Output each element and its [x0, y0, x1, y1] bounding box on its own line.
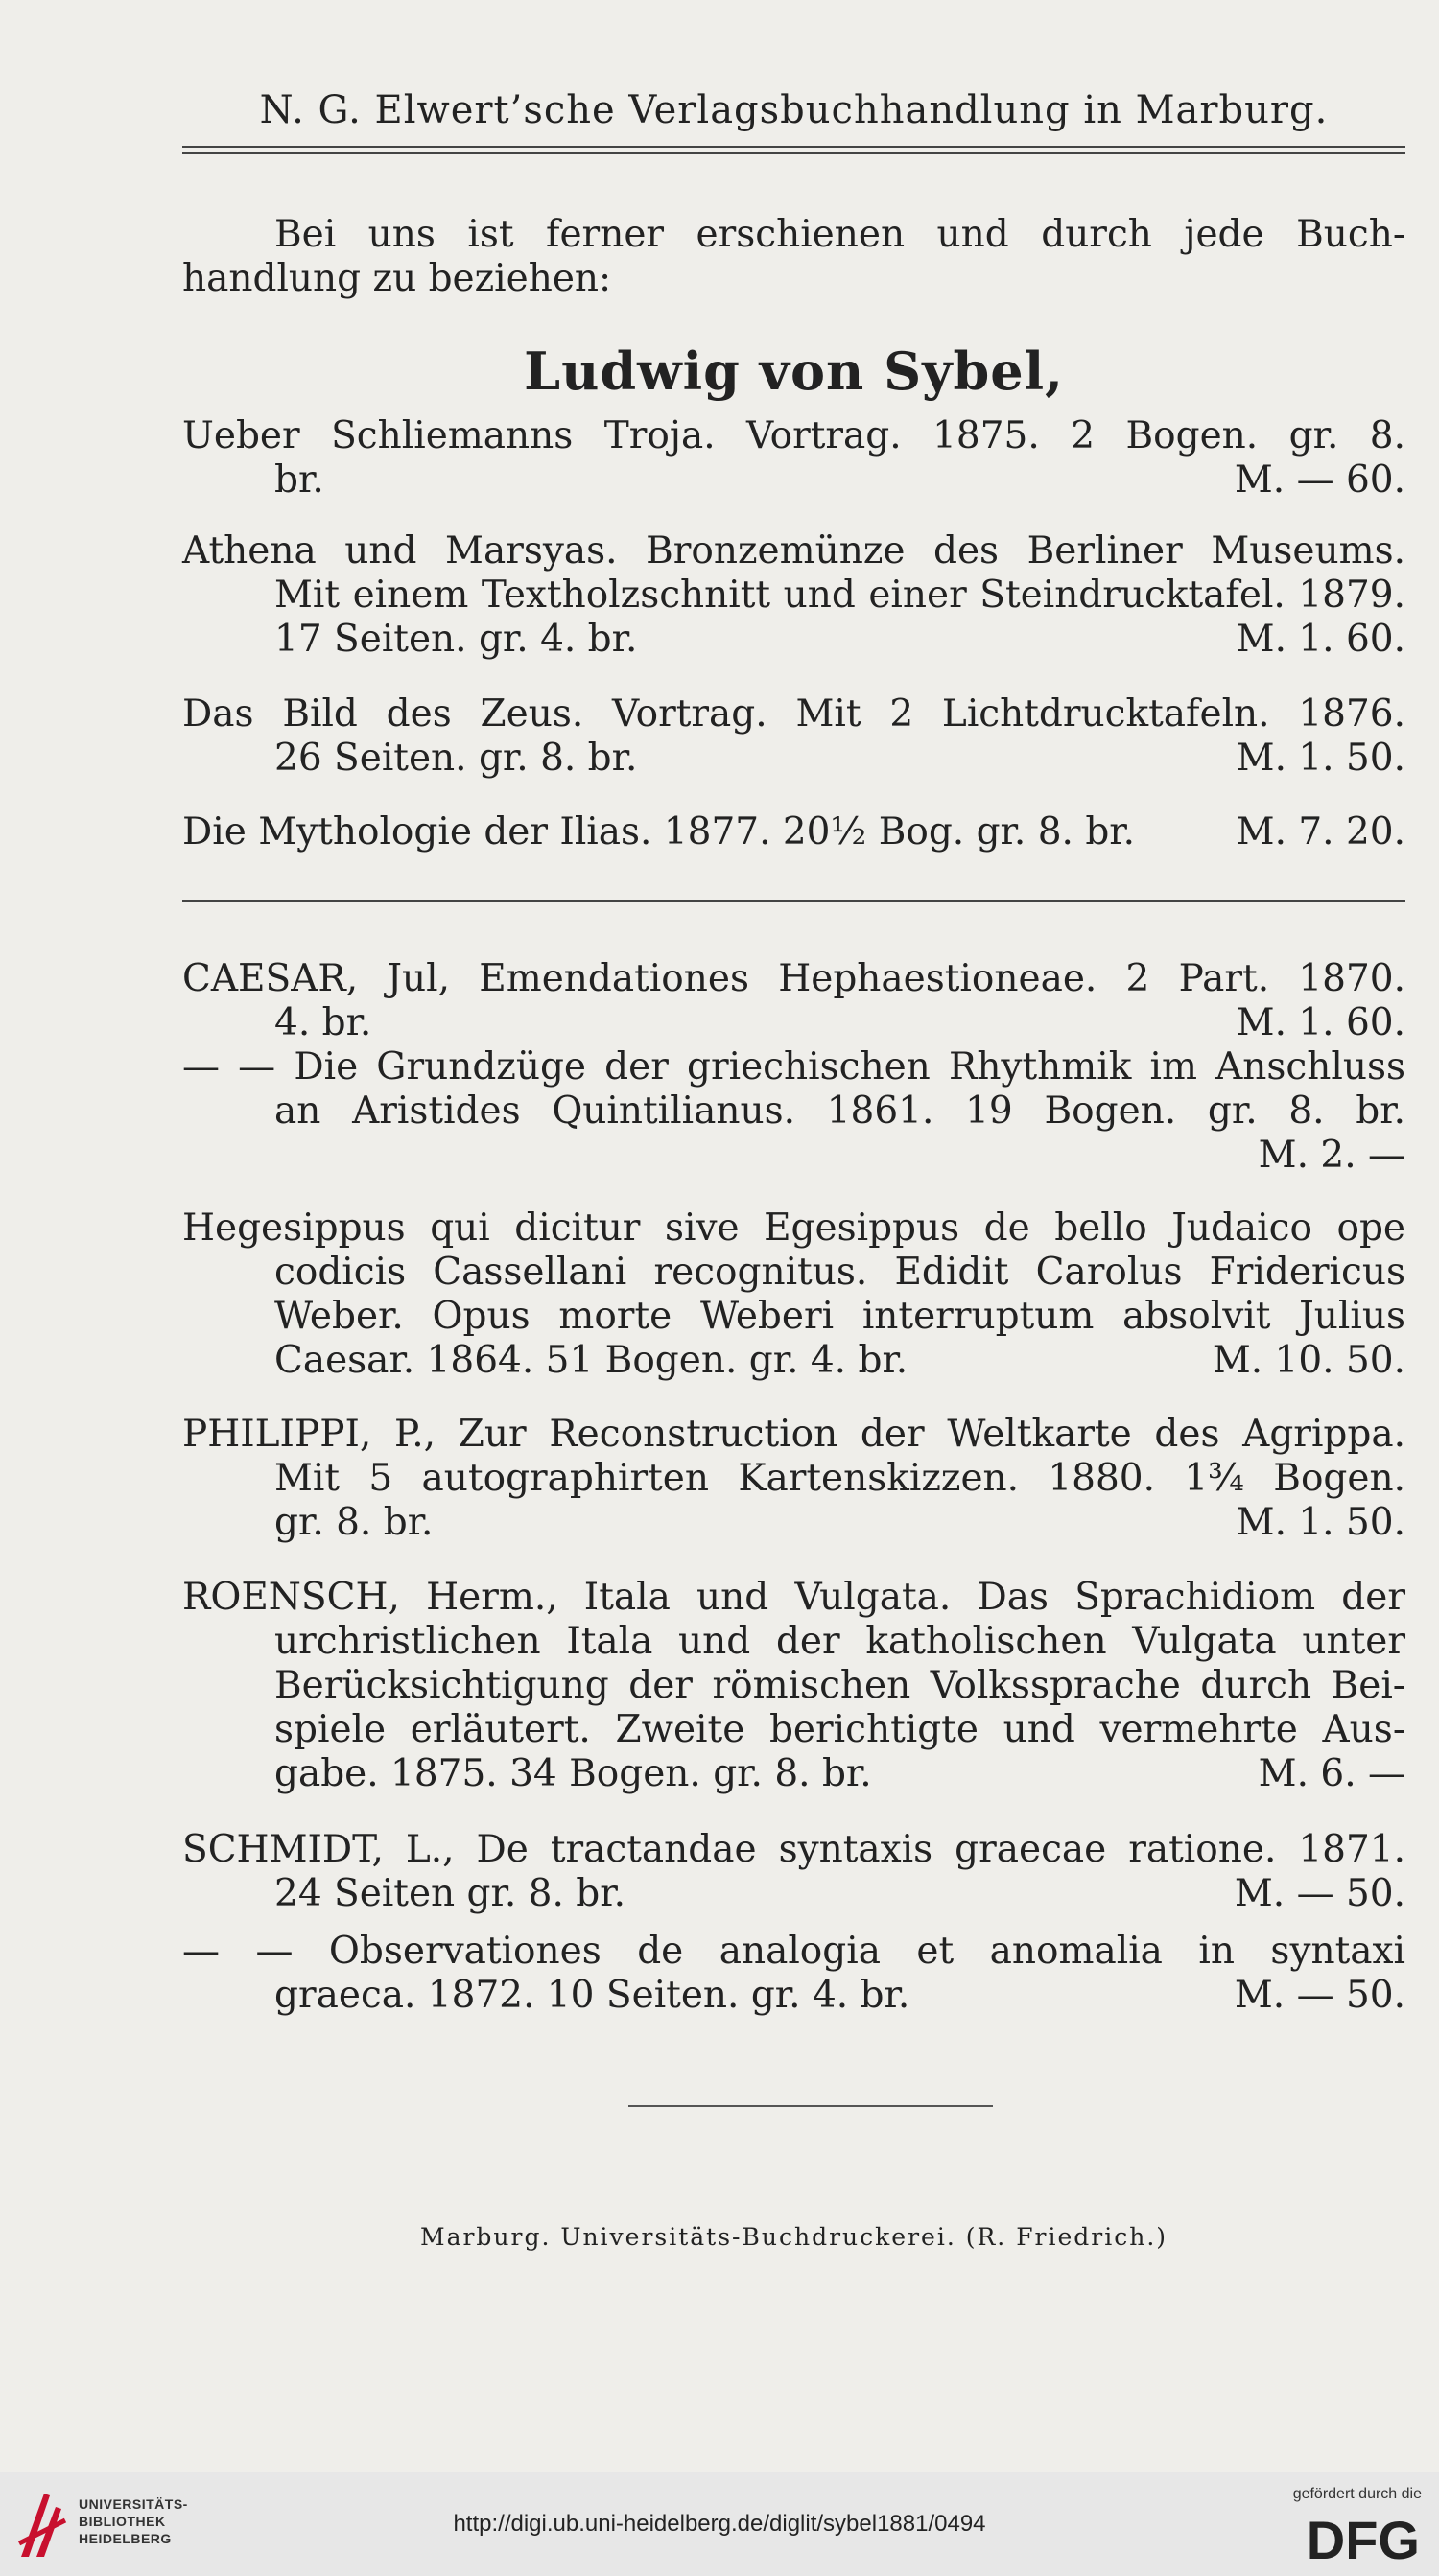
entry-line: codicis Cassellani recognitus. Edidit Carolus Fridericus [274, 1251, 1405, 1294]
entry-price: M. 1. 50. [1236, 1501, 1405, 1544]
publisher-header: N. G. Elwert’sche Verlagsbuchhandlung in Marburg. [259, 88, 1329, 132]
entry-price: M. — 50. [1234, 1974, 1405, 2017]
digitization-footer [0, 2472, 1439, 2576]
entry-line: ROENSCH, Herm., Itala und Vulgata. Das Sprachidiom der [182, 1576, 1405, 1619]
sybel-entry-2 [182, 529, 1405, 662]
entry-price: M. 7. 20. [1236, 810, 1405, 854]
entry-line: Weber. Opus morte Weberi interruptum absolvit Julius [274, 1295, 1405, 1338]
author-heading: Ludwig von Sybel, [524, 340, 1064, 402]
source-url-link[interactable]: http://digi.ub.uni-heidelberg.de/diglit/sybel1881/0494 [453, 2511, 986, 2537]
closing-rule [628, 2105, 993, 2107]
funding-note: gefördert durch die [1292, 2486, 1422, 2502]
entry-line: Die Mythologie der Ilias. 1877. 20½ Bog. gr. 8. br. [182, 810, 1136, 854]
hegesippus-entry [182, 1206, 1405, 1383]
sybel-entry-1 [182, 414, 1405, 503]
entry-line: Mit einem Textholzschnitt und einer Steindrucktafel. 1879. [274, 574, 1405, 617]
entry-line: CAESAR, Jul, Emendationes Hephaestioneae. 2 Part. 1870. [182, 957, 1405, 1000]
section-rule [182, 900, 1405, 902]
entry-line: spiele erläutert. Zweite berichtigte und vermehrte Aus- [274, 1708, 1405, 1751]
library-name-line: UNIVERSITÄTS- [79, 2496, 188, 2512]
entry-price: M. 1. 60. [1236, 618, 1405, 661]
entry-line: br. [274, 458, 324, 502]
roensch-entry [182, 1576, 1405, 1796]
entry-line: Ueber Schliemanns Troja. Vortrag. 1875. 2 Bogen. gr. 8. [182, 414, 1405, 457]
entry-price: M. 6. — [1258, 1752, 1405, 1795]
entry-line: graeca. 1872. 10 Seiten. gr. 4. br. [274, 1974, 910, 2017]
schmidt-entries [182, 1828, 1405, 2018]
philippi-entry [182, 1413, 1405, 1545]
entry-line: 17 Seiten. gr. 4. br. [274, 618, 638, 661]
entry-line: gr. 8. br. [274, 1501, 434, 1544]
header-double-rule [182, 146, 1405, 154]
printer-imprint: Marburg. Universitäts-Buchdruckerei. (R. Friedrich.) [419, 2223, 1168, 2251]
entry-line: Berücksichtigung der römischen Volkssprache durch Bei- [274, 1664, 1405, 1707]
intro-line-2: handlung zu beziehen: [182, 257, 612, 300]
dfg-logo-text: DFG [1306, 2510, 1420, 2564]
entry-price: M. — 50. [1234, 1872, 1405, 1915]
entry-price: M. — 60. [1234, 458, 1405, 502]
intro-text [182, 213, 1405, 301]
entry-line: SCHMIDT, L., De tractandae syntaxis graecae ratione. 1871. [182, 1828, 1405, 1871]
entry-line: urchristlichen Itala und der katholischen Vulgata unter [274, 1620, 1405, 1663]
entry-line: Athena und Marsyas. Bronzemünze des Berliner Museums. [182, 529, 1405, 573]
library-name-line: HEIDELBERG [79, 2531, 172, 2546]
entry-line: 24 Seiten gr. 8. br. [274, 1872, 626, 1915]
entry-line: 4. br. [274, 1001, 372, 1044]
intro-line-1: Bei uns ist ferner erschienen und durch jede Buch- [274, 213, 1405, 256]
entry-line: gabe. 1875. 34 Bogen. gr. 8. br. [274, 1752, 872, 1795]
library-name-line: BIBLIOTHEK [79, 2514, 166, 2529]
sybel-entry-3 [182, 692, 1405, 781]
entry-line: PHILIPPI, P., Zur Reconstruction der Weltkarte des Agrippa. [182, 1413, 1405, 1456]
entry-price: M. 1. 60. [1236, 1001, 1405, 1044]
entry-line: Hegesippus qui dicitur sive Egesippus de bello Judaico ope [182, 1206, 1405, 1250]
entry-line: 26 Seiten. gr. 8. br. [274, 737, 638, 780]
entry-line: Caesar. 1864. 51 Bogen. gr. 4. br. [274, 1339, 908, 1382]
dfg-logo-icon [1278, 2509, 1422, 2564]
caesar-entries [182, 957, 1405, 1178]
entry-price: M. 2. — [1258, 1134, 1405, 1177]
entry-line: — — Die Grundzüge der griechischen Rhythmik im Anschluss [182, 1045, 1405, 1089]
entry-line: Mit 5 autographirten Kartenskizzen. 1880. 1¾ Bogen. [274, 1457, 1405, 1500]
entry-line: Das Bild des Zeus. Vortrag. Mit 2 Lichtdrucktafeln. 1876. [182, 692, 1405, 736]
entry-line: — — Observationes de analogia et anomalia in syntaxi [182, 1930, 1405, 1973]
sybel-entry-4 [182, 810, 1405, 855]
entry-line: an Aristides Quintilianus. 1861. 19 Bogen. gr. 8. br. [274, 1089, 1405, 1133]
entry-price: M. 1. 50. [1236, 737, 1405, 780]
entry-price: M. 10. 50. [1212, 1339, 1405, 1382]
